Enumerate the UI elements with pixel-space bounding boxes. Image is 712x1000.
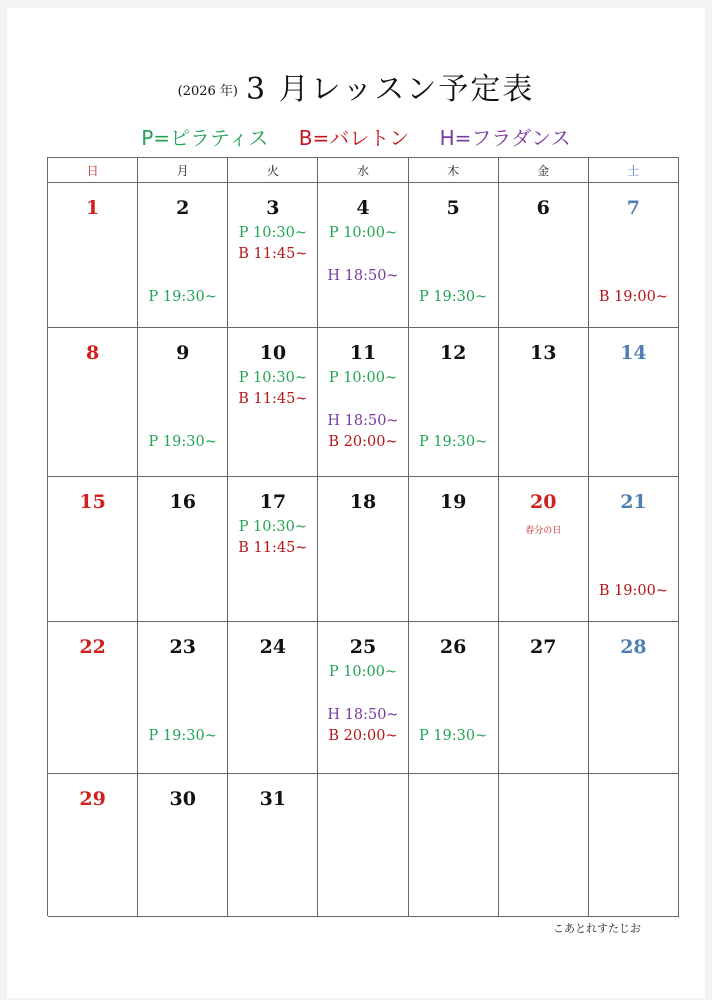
lesson-entry: H 18:50~ [327, 707, 399, 723]
day-number: 29 [79, 788, 106, 810]
day-number: 14 [620, 342, 647, 364]
lesson-entry: H 18:50~ [327, 268, 399, 284]
holiday-label: 春分の日 [525, 526, 562, 536]
day-number: 20 [530, 491, 557, 513]
day-number: 2 [176, 197, 190, 219]
lesson-entry: B 11:45~ [238, 246, 308, 262]
day-cell [138, 477, 228, 622]
day-cell [48, 622, 138, 774]
day-cell [589, 477, 679, 622]
day-cell [409, 477, 499, 622]
lesson-entry: P 10:30~ [238, 370, 307, 386]
lesson-entry: P 10:30~ [238, 519, 307, 535]
day-cell [228, 774, 318, 917]
day-number: 7 [626, 197, 641, 219]
legend-pilates: P=ピラティス [141, 126, 269, 150]
day-number: 6 [536, 197, 550, 219]
day-cell [228, 328, 318, 477]
day-cell [318, 774, 408, 917]
day-number: 4 [356, 197, 370, 219]
day-number: 16 [169, 491, 196, 513]
lesson-entry: P 19:30~ [148, 728, 217, 744]
weekday-header: 水 [318, 158, 408, 183]
day-cell [318, 477, 408, 622]
day-cell [48, 328, 138, 477]
day-number: 11 [349, 342, 377, 364]
day-number: 31 [259, 788, 287, 810]
lesson-entry: B 11:45~ [238, 391, 308, 407]
day-number: 28 [620, 636, 647, 658]
weekday-header: 月 [138, 158, 228, 183]
day-number: 26 [439, 636, 467, 658]
day-cell [409, 183, 499, 328]
day-number: 12 [439, 342, 467, 364]
day-number: 5 [446, 197, 460, 219]
lesson-entry: P 10:00~ [328, 370, 398, 386]
lesson-entry: P 10:00~ [328, 664, 398, 680]
day-cell [318, 622, 408, 774]
calendar-grid [47, 157, 679, 916]
weekday-header: 土 [589, 158, 679, 183]
day-number: 9 [176, 342, 190, 364]
day-cell [499, 183, 589, 328]
day-number: 1 [85, 197, 100, 219]
day-number: 10 [259, 342, 287, 364]
day-cell [589, 328, 679, 477]
day-number: 15 [79, 491, 106, 513]
lesson-entry: B 20:00~ [328, 728, 398, 744]
day-number: 13 [530, 342, 557, 364]
lesson-entry: P 19:30~ [148, 434, 217, 450]
day-cell [138, 622, 228, 774]
day-cell [228, 622, 318, 774]
day-number: 21 [620, 491, 647, 513]
day-cell [409, 622, 499, 774]
day-cell [48, 477, 138, 622]
day-cell [499, 622, 589, 774]
weekday-header: 木 [409, 158, 499, 183]
day-cell [48, 774, 138, 917]
lesson-entry: P 19:30~ [418, 728, 488, 744]
day-cell [409, 774, 499, 917]
lesson-entry: P 19:30~ [148, 289, 217, 305]
day-cell [589, 183, 679, 328]
lesson-entry: B 19:00~ [598, 289, 669, 305]
legend [0, 122, 712, 151]
day-cell [318, 183, 408, 328]
title-year: (2026 年) [177, 84, 239, 99]
lesson-entry: P 10:00~ [328, 225, 398, 241]
lesson-entry: B 20:00~ [328, 434, 398, 450]
day-number: 30 [169, 788, 196, 810]
day-cell [48, 183, 138, 328]
day-cell [138, 328, 228, 477]
weekday-header: 金 [499, 158, 589, 183]
title-main: 3 月レッスン予定表 [246, 72, 535, 107]
day-number: 27 [530, 636, 557, 658]
day-cell [499, 774, 589, 917]
lesson-entry: P 19:30~ [418, 289, 488, 305]
day-cell [138, 774, 228, 917]
day-cell [499, 477, 589, 622]
lesson-entry: P 10:30~ [238, 225, 307, 241]
day-number: 23 [169, 636, 196, 658]
lesson-entry: P 19:30~ [418, 434, 488, 450]
legend-ballet: B=バレトン [298, 126, 410, 150]
studio-name: こあとれすたじお [553, 922, 641, 935]
day-number: 19 [439, 491, 467, 513]
day-cell [318, 328, 408, 477]
day-number: 3 [266, 197, 280, 219]
legend-hula: H=フラダンス [439, 126, 571, 150]
day-cell [228, 477, 318, 622]
day-cell [228, 183, 318, 328]
lesson-entry: B 19:00~ [598, 583, 669, 599]
day-number: 17 [259, 491, 287, 513]
day-cell [138, 183, 228, 328]
day-number: 25 [349, 636, 377, 658]
day-cell [499, 328, 589, 477]
day-cell [589, 774, 679, 917]
weekday-header: 日 [48, 158, 138, 183]
lesson-entry: H 18:50~ [327, 413, 399, 429]
day-number: 8 [85, 342, 100, 364]
weekday-header: 火 [228, 158, 318, 183]
day-number: 22 [79, 636, 106, 658]
day-cell [589, 622, 679, 774]
day-number: 24 [259, 636, 287, 658]
page-title [0, 64, 712, 108]
day-number: 18 [349, 491, 377, 513]
day-cell [409, 328, 499, 477]
lesson-entry: B 11:45~ [238, 540, 308, 556]
